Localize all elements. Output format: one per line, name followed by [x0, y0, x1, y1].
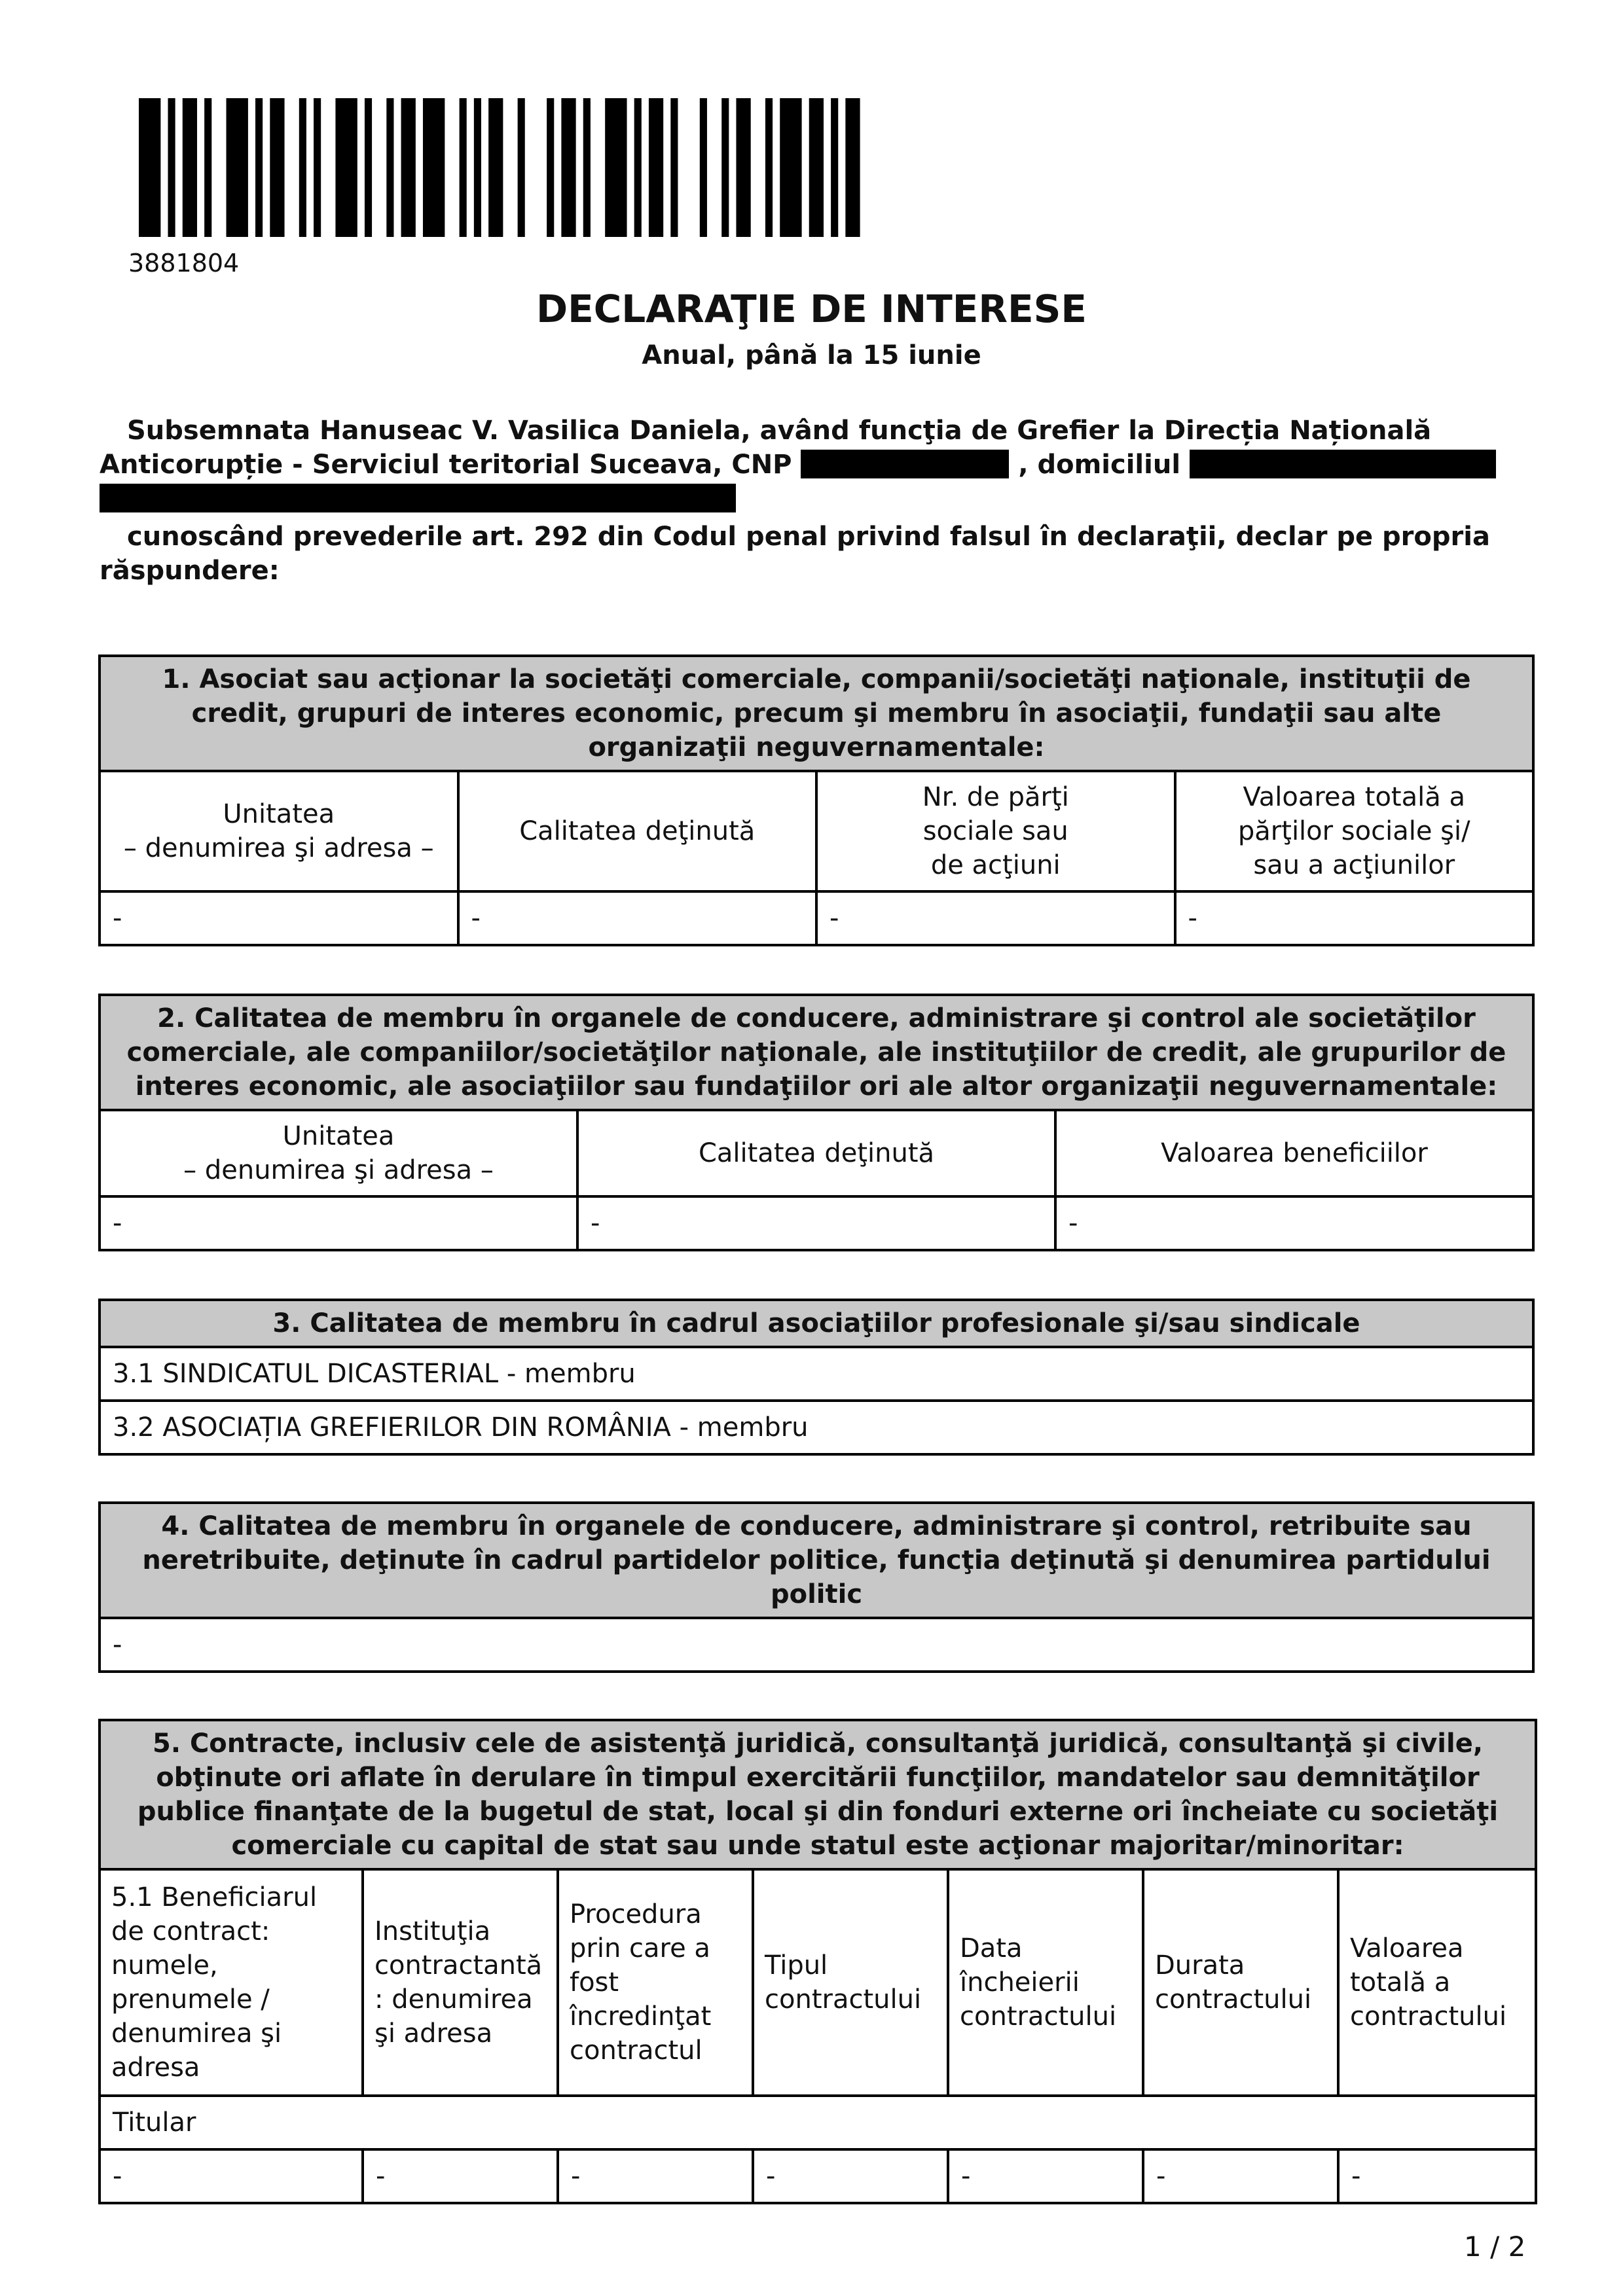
redacted-cnp — [801, 450, 1009, 478]
section5-col-value: Valoarea totală a contractului — [1338, 1869, 1536, 2096]
barcode-bar — [488, 98, 503, 237]
section1-cell: - — [458, 891, 817, 945]
section4-heading: 4. Calitatea de membru în organele de conducere, administrare şi control, retribuite sau neretribuite, deţinute în cadrul partidelor politice, funcţia deţinută şi denumirea partidului politic — [100, 1503, 1533, 1618]
document-subtitle: Anual, până la 15 iunie — [642, 340, 981, 370]
barcode-bar — [460, 98, 467, 237]
section2-col-quality: Calitatea deţinută — [577, 1110, 1055, 1196]
barcode-bar — [547, 98, 554, 237]
declaration-clause — [100, 520, 1523, 588]
redacted-domicile — [1190, 450, 1496, 478]
section2-table — [98, 994, 1535, 1251]
barcode-bar — [649, 98, 663, 237]
barcode-bar — [518, 98, 525, 237]
section2-cell: - — [1055, 1196, 1533, 1250]
barcode-bar — [765, 98, 773, 237]
redacted-domicile-cont — [100, 484, 736, 512]
barcode-bar — [335, 98, 357, 237]
section5-col-duration: Durata contractului — [1143, 1869, 1338, 2096]
barcode-bar — [474, 98, 481, 237]
section3-item: 3.1 SINDICATUL DICASTERIAL - membru — [100, 1347, 1533, 1401]
barcode-bar — [270, 98, 284, 237]
barcode-bar — [401, 98, 416, 237]
section1-heading: 1. Asociat sau acţionar la societăţi comerciale, companii/societăţi naţionale, instituţii de credit, grupuri de interes economic, precum şi membru în asociaţii, fundaţii sau alte organizaţii neguvernamentale: — [100, 656, 1533, 771]
barcode-bar — [605, 98, 627, 237]
section5-cell: - — [363, 2149, 558, 2203]
declarant-text: Subsemnata Hanuseac V. Vasilica Daniela, având funcţia de Grefier la Direcția Națională Anticorupție - Serviciul teritorial Suceava, CNP — [100, 416, 1432, 480]
section1-cell: - — [1175, 891, 1534, 945]
section5-cell: - — [948, 2149, 1143, 2203]
section5-cell: - — [558, 2149, 753, 2203]
barcode-bar — [386, 98, 393, 237]
barcode-bar — [168, 98, 175, 237]
section5-cell: - — [1338, 2149, 1536, 2203]
barcode-bar — [583, 98, 591, 237]
barcode-bar — [561, 98, 575, 237]
document-title: DECLARAŢIE DE INTERESE — [536, 287, 1087, 331]
barcode-bar — [423, 98, 445, 237]
barcode-bar — [736, 98, 750, 237]
section2-heading: 2. Calitatea de membru în organele de conducere, administrare şi control ale societăţilor comerciale, ale companiilor/societăţilor naţionale, ale instituţiilor de credit, ale grupurilor de interes economic, ale asociaţiilor sau fundaţiilor ori ale altor organizaţii neguvernamentale: — [100, 995, 1533, 1110]
barcode-bar — [831, 98, 838, 237]
barcode-bar — [700, 98, 707, 237]
section1-col-shares: Nr. de părţi sociale sau de acţiuni — [816, 771, 1175, 891]
barcode-number: 3881804 — [128, 249, 240, 278]
barcode-bar — [670, 98, 678, 237]
section2-cell: - — [577, 1196, 1055, 1250]
section3-table — [98, 1299, 1535, 1456]
barcode-bar — [780, 98, 801, 237]
section1-table — [98, 655, 1535, 946]
barcode-bar — [204, 98, 211, 237]
barcode-bar — [139, 98, 160, 237]
section5-col-beneficiary: 5.1 Beneficiarul de contract: numele, prenumele / denumirea şi adresa — [100, 1869, 363, 2096]
declaration-text: cunoscând prevederile art. 292 din Codul penal privind falsul în declaraţii, declar pe propria răspundere: — [100, 522, 1490, 586]
barcode-bar — [809, 98, 824, 237]
section4-table — [98, 1501, 1535, 1673]
barcode-bar — [227, 98, 248, 237]
barcode-bar — [183, 98, 197, 237]
section5-subheading: Titular — [100, 2096, 1536, 2149]
barcode-bar — [845, 98, 860, 237]
barcode-bar — [721, 98, 729, 237]
section3-heading: 3. Calitatea de membru în cadrul asociaţiilor profesionale şi/sau sindicale — [100, 1300, 1533, 1347]
section1-col-value: Valoarea totală a părţilor sociale şi/ sau a acţiunilor — [1175, 771, 1534, 891]
section5-col-institution: Instituţia contractantă : denumirea şi adresa — [363, 1869, 558, 2096]
section1-col-unit: Unitatea – denumirea şi adresa – — [100, 771, 458, 891]
section5-heading: 5. Contracte, inclusiv cele de asistenţă juridică, consultanţă juridică, consultanţă şi civile, obţinute ori aflate în derulare în timpul exercitării funcţiilor, mandatelor sau demnităţilor publice finanţate de la bugetul de stat, local şi din fonduri externe ori încheiate cu societăţi comerciale cu capital de stat sau unde statul este acţionar majoritar/minoritar: — [100, 1720, 1536, 1869]
section4-cell: - — [100, 1618, 1533, 1672]
section5-cell: - — [753, 2149, 948, 2203]
section5-cell: - — [1143, 2149, 1338, 2203]
declarant-statement — [100, 414, 1523, 516]
section3-item: 3.2 ASOCIAȚIA GREFIERILOR DIN ROMÂNIA - membru — [100, 1401, 1533, 1454]
section5-table — [98, 1719, 1537, 2204]
section5-cell: - — [100, 2149, 363, 2203]
section5-col-procedure: Procedura prin care a fost încredinţat contractul — [558, 1869, 753, 2096]
section1-cell: - — [100, 891, 458, 945]
barcode — [139, 98, 882, 237]
section5-col-type: Tipul contractului — [753, 1869, 948, 2096]
barcode-bar — [255, 98, 263, 237]
section2-cell: - — [100, 1196, 577, 1250]
page-number: 1 / 2 — [1464, 2231, 1526, 2263]
section5-col-date: Data încheierii contractului — [948, 1869, 1143, 2096]
barcode-bar — [365, 98, 372, 237]
section2-col-unit: Unitatea – denumirea şi adresa – — [100, 1110, 577, 1196]
domicile-label: , domiciliul — [1018, 450, 1181, 480]
section1-col-quality: Calitatea deţinută — [458, 771, 817, 891]
section2-col-benefits: Valoarea beneficiilor — [1055, 1110, 1533, 1196]
barcode-bar — [299, 98, 306, 237]
section1-cell: - — [816, 891, 1175, 945]
barcode-bar — [634, 98, 642, 237]
barcode-bar — [314, 98, 321, 237]
